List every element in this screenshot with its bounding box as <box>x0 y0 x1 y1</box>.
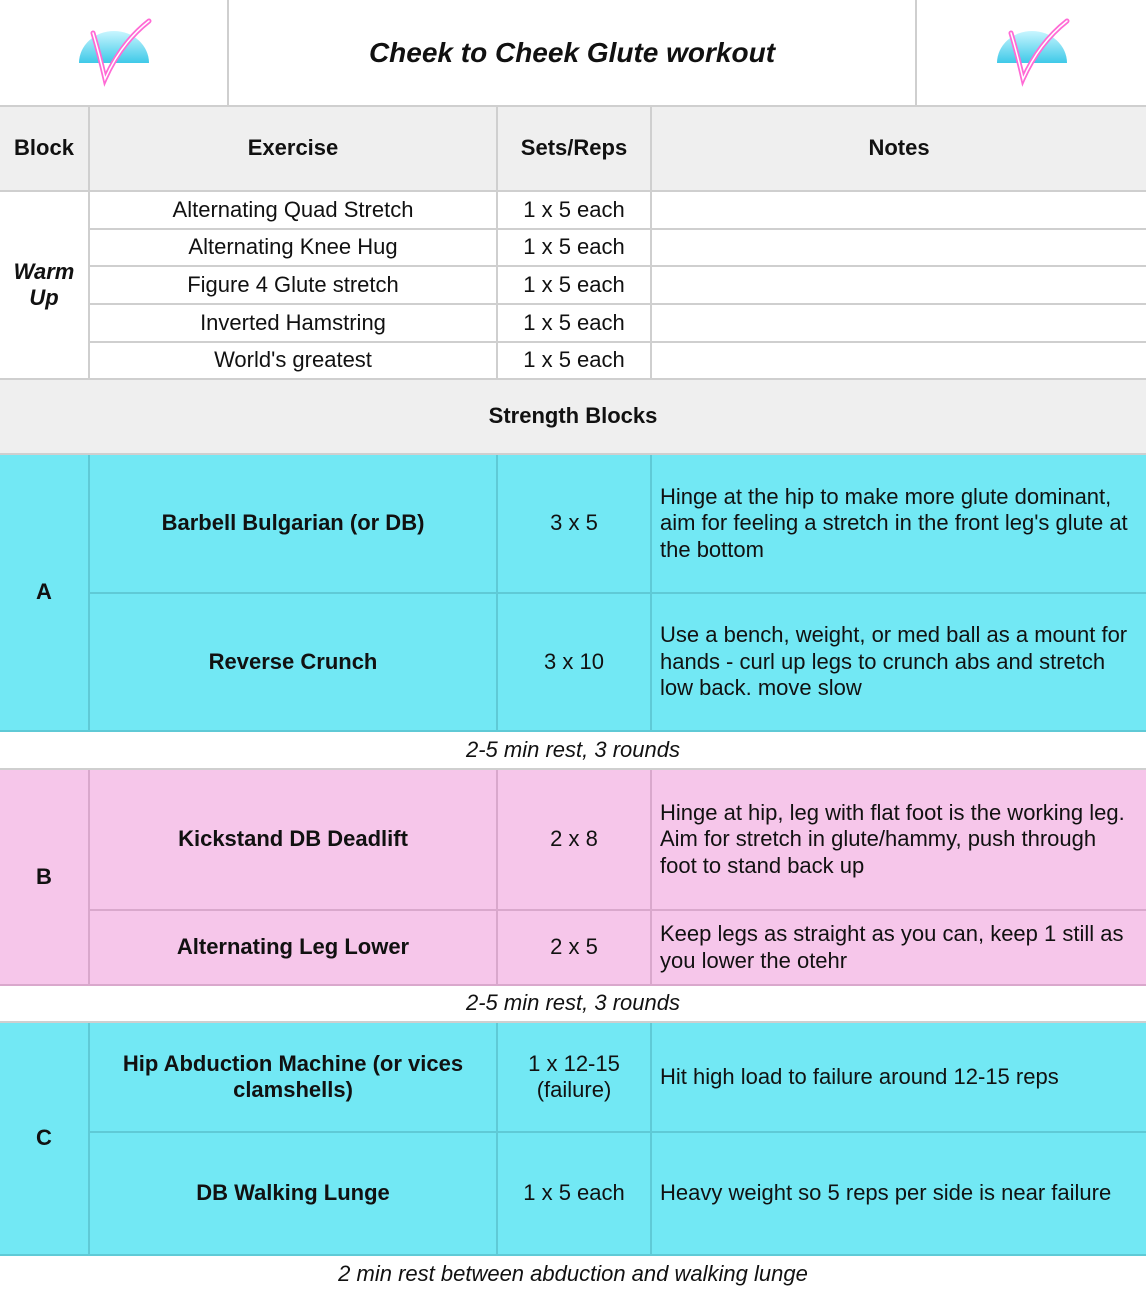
warmup-exercise: Figure 4 Glute stretch <box>90 267 498 305</box>
exercise-name: Kickstand DB Deadlift <box>90 770 498 911</box>
warmup-notes <box>652 343 1146 380</box>
sets-reps: 2 x 8 <box>498 770 652 911</box>
warmup-exercise: Inverted Hamstring <box>90 305 498 343</box>
column-header-exercise: Exercise <box>90 107 498 192</box>
exercise-notes: Hit high load to failure around 12-15 reps <box>652 1023 1146 1133</box>
logo-icon <box>987 13 1077 93</box>
sets-reps: 2 x 5 <box>498 911 652 986</box>
sets-reps: 1 x 12-15 (failure) <box>498 1023 652 1133</box>
page-title: Cheek to Cheek Glute workout <box>229 0 917 107</box>
warmup-notes <box>652 230 1146 267</box>
warmup-sets: 1 x 5 each <box>498 267 652 305</box>
rest-note: 2 min rest between abduction and walking lunge <box>0 1256 1146 1292</box>
column-header-block: Block <box>0 107 90 192</box>
rest-note: 2-5 min rest, 3 rounds <box>0 732 1146 770</box>
warmup-sets: 1 x 5 each <box>498 230 652 267</box>
warmup-notes <box>652 267 1146 305</box>
column-header-sets: Sets/Reps <box>498 107 652 192</box>
warmup-exercise: Alternating Quad Stretch <box>90 192 498 230</box>
exercise-notes: Use a bench, weight, or med ball as a mount for hands - curl up legs to crunch abs and stretch low back. move slow <box>652 594 1146 732</box>
warmup-notes <box>652 305 1146 343</box>
exercise-notes: Heavy weight so 5 reps per side is near failure <box>652 1133 1146 1256</box>
exercise-notes: Hinge at the hip to make more glute dominant, aim for feeling a stretch in the front leg's glute at the bottom <box>652 455 1146 594</box>
block-label-a: A <box>0 455 90 732</box>
block-label-warmup <box>0 192 90 380</box>
exercise-notes: Keep legs as straight as you can, keep 1 still as you lower the otehr <box>652 911 1146 986</box>
column-header-notes: Notes <box>652 107 1146 192</box>
warmup-sets: 1 x 5 each <box>498 192 652 230</box>
warmup-notes <box>652 192 1146 230</box>
block-label-b: B <box>0 770 90 986</box>
sets-reps: 1 x 5 each <box>498 1133 652 1256</box>
exercise-name: Alternating Leg Lower <box>90 911 498 986</box>
exercise-name: Reverse Crunch <box>90 594 498 732</box>
warmup-exercise: World's greatest <box>90 343 498 380</box>
block-label-c: C <box>0 1023 90 1256</box>
warmup-label: Warm Up <box>13 258 75 310</box>
logo-left <box>0 0 229 107</box>
sets-reps: 3 x 10 <box>498 594 652 732</box>
warmup-sets: 1 x 5 each <box>498 343 652 380</box>
exercise-notes: Hinge at hip, leg with flat foot is the working leg. Aim for stretch in glute/hammy, push through foot to stand back up <box>652 770 1146 911</box>
warmup-sets: 1 x 5 each <box>498 305 652 343</box>
sets-reps: 3 x 5 <box>498 455 652 594</box>
rest-note: 2-5 min rest, 3 rounds <box>0 986 1146 1023</box>
strength-blocks-header: Strength Blocks <box>0 380 1146 455</box>
logo-right <box>917 0 1146 107</box>
warmup-exercise: Alternating Knee Hug <box>90 230 498 267</box>
logo-icon <box>69 13 159 93</box>
exercise-name: Hip Abduction Machine (or vices clamshells) <box>90 1023 498 1133</box>
exercise-name: DB Walking Lunge <box>90 1133 498 1256</box>
exercise-name: Barbell Bulgarian (or DB) <box>90 455 498 594</box>
